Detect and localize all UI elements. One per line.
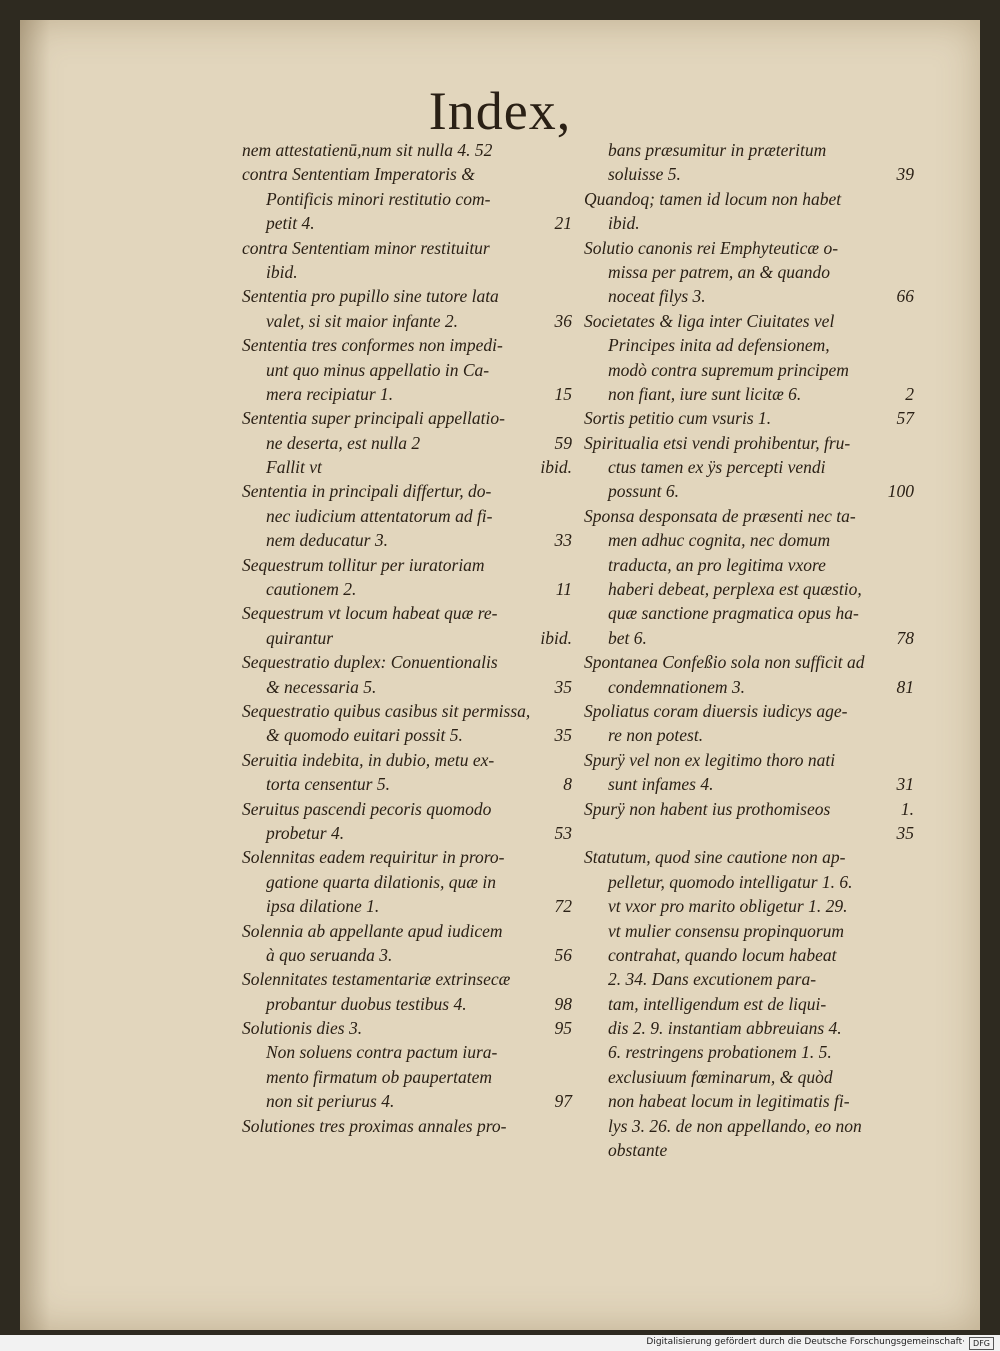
index-entry-line [584, 626, 914, 650]
index-entry-page: 97 [554, 1091, 572, 1112]
index-entry-line [242, 1065, 572, 1089]
index-entry-line [584, 211, 914, 235]
index-entry-line [584, 553, 914, 577]
index-entry-line [584, 504, 914, 528]
index-entry-line [584, 382, 914, 406]
index-entry-text: obstante [608, 1140, 668, 1161]
index-entry-line [584, 821, 914, 845]
index-entry-text: quæ sanctione pragmatica opus ha- [608, 603, 859, 624]
index-entry-line [584, 1016, 914, 1040]
index-entry-text: quirantur [266, 627, 334, 648]
index-entry-line [584, 1114, 914, 1138]
index-entry-text: nem attestatienū,num sit nulla 4. 52 [242, 140, 493, 160]
index-entry-line [242, 1016, 572, 1040]
index-entry-line [584, 1040, 914, 1064]
index-entry-line [242, 260, 572, 284]
index-entry-text: Sequestrum vt locum habeat quæ re- [242, 603, 498, 624]
index-entry-text: contra Sententiam minor restituitur [242, 237, 490, 258]
index-entry-text: dis 2. 9. instantiam abbreuians 4. [608, 1018, 842, 1039]
index-entry-text: lys 3. 26. de non appellando, eo non [608, 1115, 862, 1136]
index-entry-line [584, 650, 914, 674]
index-entry-text: Sponsa desponsata de præsenti nec ta- [584, 505, 856, 526]
index-entry-line [242, 455, 572, 479]
index-entry-text: mera recipiatur 1. [266, 383, 394, 404]
index-entry-line [242, 333, 572, 357]
index-entry-text: pelletur, quomodo intelligatur 1. 6. [608, 871, 853, 892]
index-entry-page: 11 [555, 579, 572, 600]
index-entry-line [242, 577, 572, 601]
index-entry-text: missa per patrem, an & quando [608, 261, 830, 282]
index-entry-line [584, 1138, 914, 1162]
index-entry-line [584, 333, 914, 357]
index-entry-line [242, 601, 572, 625]
index-entry-page: ibid. [540, 627, 572, 648]
index-entry-text: Seruitia indebita, in dubio, metu ex- [242, 749, 495, 770]
index-entry-line [584, 260, 914, 284]
index-entry-line [242, 919, 572, 943]
index-entry-text: Spiritualia etsi vendi prohibentur, fru- [584, 432, 851, 453]
index-entry-text: Sententia super principali appellatio- [242, 408, 505, 429]
index-entry-text: Solennitas eadem requiritur in proro- [242, 847, 505, 868]
index-entry-text: gatione quarta dilationis, quæ in [266, 871, 496, 892]
index-entry-text: Solutiones tres proximas annales pro- [242, 1115, 507, 1136]
index-entry-line [242, 236, 572, 260]
index-entry-line [242, 504, 572, 528]
index-entry-page: 35 [896, 822, 914, 843]
index-entry-page: 35 [554, 676, 572, 697]
index-entry-line [242, 382, 572, 406]
index-entry-line [242, 211, 572, 235]
index-entry-text: haberi debeat, perplexa est quæstio, [608, 579, 862, 600]
index-entry-line [584, 699, 914, 723]
index-entry-line [242, 845, 572, 869]
index-entry-text: tam, intelligendum est de liqui- [608, 993, 827, 1014]
index-entry-page: 81 [896, 676, 914, 697]
index-entry-text: condemnationem 3. [608, 676, 746, 697]
index-entry-line [584, 138, 914, 162]
book-page [20, 20, 980, 1330]
index-entry-page: 98 [554, 993, 572, 1014]
index-entry-text: ctus tamen ex ÿs percepti vendi [608, 457, 826, 478]
index-entry-line [584, 943, 914, 967]
index-entry-page: 15 [554, 383, 572, 404]
index-entry-page: 78 [896, 627, 914, 648]
index-entry-text: non habeat locum in legitimatis fi- [608, 1091, 850, 1112]
index-entry-line [242, 650, 572, 674]
index-entry-line [242, 894, 572, 918]
index-entry-text: vt mulier consensu propinquorum [608, 920, 845, 941]
index-entry-line [584, 797, 914, 821]
index-entry-page: 31 [896, 774, 914, 795]
index-entry-text: Fallit vt [266, 457, 322, 478]
index-entry-line [242, 479, 572, 503]
index-entry-line [242, 187, 572, 211]
index-entry-text: 6. restringens probationem 1. 5. [608, 1042, 832, 1063]
index-entry-line [584, 162, 914, 186]
index-entry-line [584, 894, 914, 918]
index-entry-text: Spontanea Confeßio sola non sufficit ad [584, 652, 865, 673]
footer-bar: Digitalisierung gefördert durch die Deutsche Forschungsgemeinschaft·DFG [0, 1335, 1000, 1351]
index-entry-line [242, 821, 572, 845]
index-entry-page: 1. [900, 798, 914, 819]
index-entry-text: contrahat, quando locum habeat [608, 944, 837, 965]
index-entry-text: Quandoq; tamen id locum non habet [584, 188, 842, 209]
index-entry-line [584, 309, 914, 333]
index-entry-text: ipsa dilatione 1. [266, 896, 380, 917]
index-entry-text: Seruitus pascendi pecoris quomodo [242, 798, 492, 819]
index-entry-line [242, 162, 572, 186]
page-title: Index, [428, 81, 572, 141]
index-entry-text: Spoliatus coram diuersis iudicys age- [584, 700, 848, 721]
index-entry-line [584, 1065, 914, 1089]
index-entry-line [242, 626, 572, 650]
index-entry-text: ibid. [608, 213, 640, 234]
index-entry-text: Non soluens contra pactum iura- [266, 1042, 498, 1063]
index-entry-text: Sententia pro pupillo sine tutore lata [242, 286, 499, 307]
index-entry-line [584, 919, 914, 943]
index-entry-text: & quomodo euitari possit 5. [266, 725, 463, 746]
index-entry-text: petit 4. [266, 213, 315, 234]
index-entry-line [584, 748, 914, 772]
index-entry-page: 100 [887, 481, 914, 502]
index-entry-line [584, 870, 914, 894]
index-entry-line [584, 967, 914, 991]
index-entry-text: Spurÿ non habent ius prothomiseos [584, 798, 831, 819]
index-entry-line [242, 284, 572, 308]
footer-credit: Digitalisierung gefördert durch die Deutsche Forschungsgemeinschaft [646, 1337, 963, 1347]
index-entry-page: 53 [554, 822, 572, 843]
index-entry-page: 56 [554, 944, 572, 965]
index-entry-text: nec iudicium attentatorum ad fi- [266, 505, 493, 526]
index-entry-line [242, 797, 572, 821]
index-entry-text: soluisse 5. [608, 164, 681, 185]
index-entry-line [242, 309, 572, 333]
index-entry-text: Spurÿ vel non ex legitimo thoro nati [584, 749, 836, 770]
index-entry-text: Solutio canonis rei Emphyteuticæ o- [584, 237, 839, 258]
index-entry-text: noceat filys 3. [608, 286, 706, 307]
index-entry-line [584, 406, 914, 430]
index-entry-text: modò contra supremum principem [608, 359, 849, 380]
index-entry-line [242, 699, 572, 723]
index-entry-line [584, 772, 914, 796]
index-entry-line [584, 601, 914, 625]
index-entry-line [584, 479, 914, 503]
index-entry-line [242, 1114, 572, 1138]
index-entry-line [242, 943, 572, 967]
index-entry-text: contra Sententiam Imperatoris & [242, 164, 475, 185]
index-entry-text: cautionem 2. [266, 579, 357, 600]
index-entry-text: Sententia in principali differtur, do- [242, 481, 492, 502]
index-entry-text: Sententia tres conformes non impedi- [242, 335, 503, 356]
index-entry-line [584, 1089, 914, 1113]
index-entry-page: 35 [554, 725, 572, 746]
index-entry-text: mento firmatum ob paupertatem [266, 1066, 493, 1087]
index-entry-line [242, 967, 572, 991]
index-entry-line [584, 845, 914, 869]
index-entry-text: Sequestratio quibus casibus sit permissa, [242, 700, 531, 721]
index-entry-page: ibid. [540, 457, 572, 478]
index-column-left [242, 138, 572, 1138]
index-entry-text: men adhuc cognita, nec domum [608, 530, 831, 551]
index-column-right [584, 138, 914, 1162]
index-entry-text: sunt infames 4. [608, 774, 714, 795]
index-entry-page: 36 [554, 310, 572, 331]
index-entry-text: valet, si sit maior infante 2. [266, 310, 459, 331]
index-entry-line [242, 772, 572, 796]
index-entry-text: Solennitates testamentariæ extrinsecæ [242, 969, 511, 990]
index-entry-text: nem deducatur 3. [266, 530, 388, 551]
index-entry-page: 2 [905, 383, 914, 404]
index-entry-text: vt vxor pro marito obligetur 1. 29. [608, 896, 848, 917]
index-entry-text: Principes inita ad defensionem, [608, 335, 830, 356]
index-entry-text: & necessaria 5. [266, 676, 377, 697]
index-entry-page: 57 [896, 408, 914, 429]
index-entry-text: Statutum, quod sine cautione non ap- [584, 847, 846, 868]
index-entry-text: re non potest. [608, 725, 704, 746]
index-entry-page: 95 [554, 1018, 572, 1039]
index-entry-text: exclusiuum fœminarum, & quòd [608, 1066, 833, 1087]
index-entry-line [242, 431, 572, 455]
index-entry-text: Solutionis dies 3. [242, 1018, 363, 1039]
index-entry-text: bans præsumitur in præteritum [608, 140, 827, 160]
index-entry-text: Sequestratio duplex: Conuentionalis [242, 652, 498, 673]
index-entry-line [584, 528, 914, 552]
index-entry-text: non sit periurus 4. [266, 1091, 395, 1112]
index-entry-line [242, 358, 572, 382]
gutter-shadow [20, 20, 50, 1330]
index-entry-page: 59 [554, 432, 572, 453]
index-entry-page: 33 [554, 530, 572, 551]
index-entry-line [584, 236, 914, 260]
index-entry-text: probantur duobus testibus 4. [266, 993, 467, 1014]
index-entry-line [584, 284, 914, 308]
index-entry-line [584, 992, 914, 1016]
index-entry-text: traducta, an pro legitima vxore [608, 554, 826, 575]
index-entry-page: 21 [554, 213, 572, 234]
index-entry-text: ibid. [266, 261, 298, 282]
index-entry-text: Sequestrum tollitur per iuratoriam [242, 554, 485, 575]
index-entry-line [242, 138, 572, 162]
index-entry-text: non fiant, iure sunt licitæ 6. [608, 383, 802, 404]
index-entry-text: Pontificis minori restitutio com- [266, 188, 491, 209]
index-entry-line [242, 748, 572, 772]
index-entry-line [584, 577, 914, 601]
index-entry-line [242, 406, 572, 430]
index-entry-text: probetur 4. [266, 822, 345, 843]
index-entry-line [584, 675, 914, 699]
index-entry-line [584, 187, 914, 211]
index-entry-line [584, 723, 914, 747]
index-entry-line [242, 1040, 572, 1064]
index-entry-text: torta censentur 5. [266, 774, 390, 795]
index-entry-text: Solennia ab appellante apud iudicem [242, 920, 503, 941]
index-entry-line [242, 1089, 572, 1113]
index-entry-line [242, 992, 572, 1016]
index-entry-page: 66 [896, 286, 914, 307]
index-entry-line [584, 431, 914, 455]
index-entry-text: Sortis petitio cum vsuris 1. [584, 408, 772, 429]
index-entry-line [584, 358, 914, 382]
index-entry-text: ne deserta, est nulla 2 [266, 432, 421, 453]
index-entry-line [242, 553, 572, 577]
index-entry-page: 39 [896, 164, 914, 185]
index-entry-text: 2. 34. Dans excutionem para- [608, 969, 817, 990]
index-entry-text: possunt 6. [608, 481, 679, 502]
index-entry-line [242, 870, 572, 894]
index-entry-line [242, 723, 572, 747]
index-entry-text: bet 6. [608, 627, 647, 648]
index-entry-page: 72 [554, 896, 572, 917]
index-entry-line [242, 528, 572, 552]
index-entry-text: Societates & liga inter Ciuitates vel [584, 310, 835, 331]
index-entry-line [242, 675, 572, 699]
index-entry-page: 8 [563, 774, 572, 795]
index-entry-text: unt quo minus appellatio in Ca- [266, 359, 490, 380]
index-entry-text: à quo seruanda 3. [266, 944, 393, 965]
dfg-logo-icon: DFG [969, 1337, 994, 1350]
index-entry-line [584, 455, 914, 479]
